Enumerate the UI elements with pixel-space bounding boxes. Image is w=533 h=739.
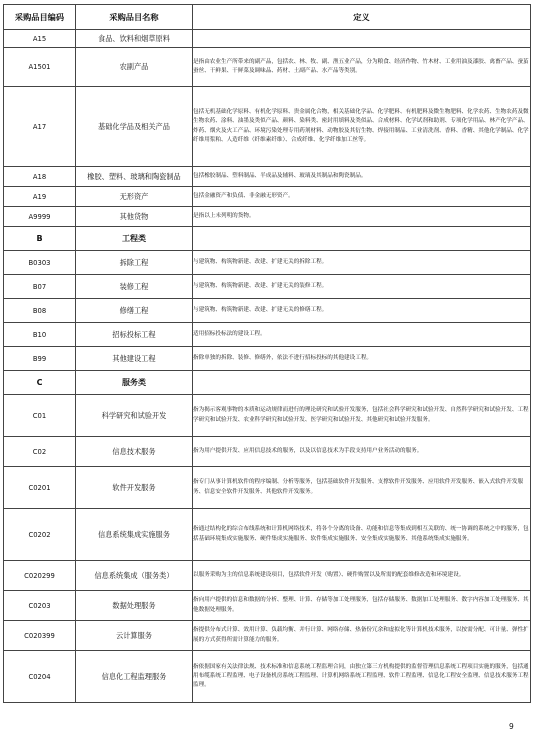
code-cell: B07	[4, 275, 76, 299]
table-row	[4, 275, 531, 299]
table-row	[4, 30, 531, 48]
definition-cell: 包括金融资产和负债、非金融无形资产。	[193, 187, 531, 207]
code-cell: C020299	[4, 561, 76, 591]
table-row	[4, 621, 531, 651]
name-cell: 云计算服务	[76, 621, 193, 651]
name-cell: 其他建设工程	[76, 347, 193, 371]
code-cell: B99	[4, 347, 76, 371]
table-row	[4, 395, 531, 437]
definition-cell: 与建筑物、构筑物新建、改建、扩建无关的修缮工程。	[193, 299, 531, 323]
definition-cell	[193, 30, 531, 48]
definition-cell	[193, 371, 531, 395]
table-row	[4, 591, 531, 621]
code-cell: C0202	[4, 509, 76, 561]
table-row	[4, 167, 531, 187]
table-row	[4, 87, 531, 167]
definition-cell: 以服务采购为主的信息系统建设项目，包括软件开发（购置）、硬件购置以及所需的配套维修改造和环境建设。	[193, 561, 531, 591]
name-cell: 服务类	[76, 371, 193, 395]
name-cell: 无形资产	[76, 187, 193, 207]
header-code: 采购品目编码	[4, 5, 76, 30]
table-row	[4, 509, 531, 561]
header-name: 采购品目名称	[76, 5, 193, 30]
code-cell: C	[4, 371, 76, 395]
code-cell: C0204	[4, 651, 76, 703]
definition-cell: 包括无机基础化学原料、有机化学原料、贵金属化合物，相关基础化学品、化学肥料、有机肥料及微生物肥料、化学农药、生物农药及微生物农药、涂料、油墨及类似产品、颜料、染料类、密封用填料及类似品、合成材料、化学试剂和助剂、专项化学用品、林产化学产品、炸药、烟火及火工产品、环境污染处理专用药剂材料、动物胶及其衍生物、焊接用制品、工业清洗剂、香料、香精、其他化学制品、化学纤维用浆粕、人造纤维（纤维素纤维）、合成纤维、化学纤维加工丝等。	[193, 87, 531, 167]
code-cell: B10	[4, 323, 76, 347]
definition-cell: 与建筑物、构筑物新建、改建、扩建无关的装修工程。	[193, 275, 531, 299]
name-cell: 信息系统集成实施服务	[76, 509, 193, 561]
name-cell: 基础化学品及相关产品	[76, 87, 193, 167]
table-body	[4, 30, 531, 703]
definition-cell: 是指由农业生产所带来的副产品，包括农、林、牧、副、渔五业产品，分为粮食、经济作物、竹木材、工业用油及漆胶、禽畜产品、蚕茧蚕丝、干鲜果、干鲜菜及调味品、药材、土副产品、水产品等类别。	[193, 48, 531, 87]
table-row	[4, 207, 531, 227]
page-number: 9	[509, 722, 514, 731]
category-row	[4, 371, 531, 395]
code-cell: A19	[4, 187, 76, 207]
definition-cell: 指为用户提供开发、应用信息技术的服务，以及以信息技术为手段支持用户业务活动的服务。	[193, 437, 531, 467]
definition-cell: 指专门从事计算机软件的程序编制、分析等服务，包括基础软件开发服务、支撑软件开发服务、应用软件开发服务、嵌入式软件开发服务、信息安全软件开发服务、其他软件开发服务。	[193, 467, 531, 509]
definition-cell: 指提供分布式计算、效用计算、负载均衡、并行计算、网络存储、热备份冗余和虚拟化等计算机技术服务，以按需分配、可计量、弹性扩展的方式获得所需计算能力的服务。	[193, 621, 531, 651]
definition-cell: 包括橡胶制品、塑料制品、半成品及辅料、玻璃及其制品和陶瓷制品。	[193, 167, 531, 187]
table-row	[4, 467, 531, 509]
code-cell: C0203	[4, 591, 76, 621]
code-cell: A18	[4, 167, 76, 187]
name-cell: 装修工程	[76, 275, 193, 299]
code-cell: A9999	[4, 207, 76, 227]
code-cell: A15	[4, 30, 76, 48]
code-cell: A1501	[4, 48, 76, 87]
table-row	[4, 48, 531, 87]
name-cell: 工程类	[76, 227, 193, 251]
code-cell: C02	[4, 437, 76, 467]
definition-cell: 指向用户提供的信息和数据的分析、整理、计算、存储等加工处理服务，包括存储服务、数据加工处理服务、数字内容加工处理服务、其他数据处理服务。	[193, 591, 531, 621]
table-row	[4, 651, 531, 703]
name-cell: 食品、饮料和烟草原料	[76, 30, 193, 48]
name-cell: 数据处理服务	[76, 591, 193, 621]
definition-cell: 是指以上未列明的货物。	[193, 207, 531, 227]
name-cell: 修缮工程	[76, 299, 193, 323]
header-definition: 定义	[193, 5, 531, 30]
definition-cell: 指除单独的拆除、装修、修缮外，依法不进行招标投标的其他建设工程。	[193, 347, 531, 371]
name-cell: 科学研究和试验开发	[76, 395, 193, 437]
table-row	[4, 299, 531, 323]
table-row	[4, 561, 531, 591]
code-cell: B	[4, 227, 76, 251]
table-row	[4, 251, 531, 275]
code-cell: B08	[4, 299, 76, 323]
name-cell: 其他货物	[76, 207, 193, 227]
code-cell: C0201	[4, 467, 76, 509]
code-cell: A17	[4, 87, 76, 167]
definition-cell: 指通过结构化的综合布线系统和计算机网络技术，将各个分离的设备、功能和信息等集成到相互关联的、统一协调的系统之中的服务，包括基础环境集成实施服务、硬件集成实施服务、软件集成实施服务、安全集成实施服务、其他系统集成实施服务。	[193, 509, 531, 561]
definition-cell: 适用招标投标法的建设工程。	[193, 323, 531, 347]
table-header-row	[4, 5, 531, 30]
name-cell: 橡胶、塑料、玻璃和陶瓷制品	[76, 167, 193, 187]
name-cell: 农副产品	[76, 48, 193, 87]
code-cell: C020399	[4, 621, 76, 651]
name-cell: 招标投标工程	[76, 323, 193, 347]
definition-cell	[193, 227, 531, 251]
name-cell: 信息系统集成（服务类）	[76, 561, 193, 591]
table-row	[4, 323, 531, 347]
table-row	[4, 347, 531, 371]
name-cell: 信息化工程监理服务	[76, 651, 193, 703]
code-cell: C01	[4, 395, 76, 437]
procurement-catalog-table	[3, 4, 531, 703]
name-cell: 拆除工程	[76, 251, 193, 275]
table-row	[4, 187, 531, 207]
definition-cell: 与建筑物、构筑物新建、改建、扩建无关的拆除工程。	[193, 251, 531, 275]
definition-cell: 指依据国家有关法律法规、技术标准和信息系统工程监理合同，由独立第三方机构提供的监督管理信息系统工程项目实施的服务，包括通用布缆系统工程监理、电子设备机房系统工程监理、计算机网络系统工程监理、软件工程监理、信息化工程安全监理、信息技术服务工程监理。	[193, 651, 531, 703]
code-cell: B0303	[4, 251, 76, 275]
definition-cell: 指为揭示客观事物的本质和运动规律而进行的理论研究和试验开发服务，包括社会科学研究和试验开发、自然科学研究和试验开发、工程学研究和试验开发、农业科学研究和试验开发、医学研究和试验开发、其他研究和试验开发服务。	[193, 395, 531, 437]
category-row	[4, 227, 531, 251]
name-cell: 软件开发服务	[76, 467, 193, 509]
name-cell: 信息技术服务	[76, 437, 193, 467]
table-row	[4, 437, 531, 467]
